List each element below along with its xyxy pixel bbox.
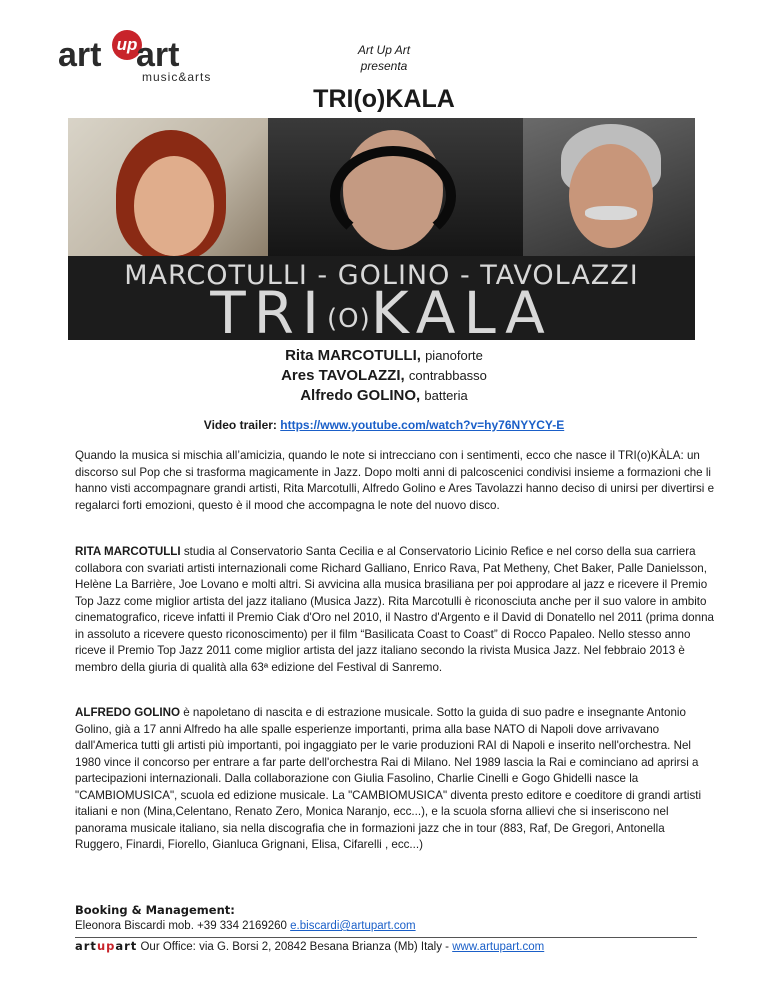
presenter-name: Art Up Art [357,43,411,57]
logo-word-art-2: art [136,36,180,74]
banner-names: MARCOTULLI - GOLINO - TAVOLAZZI [124,260,639,291]
intro-paragraph: Quando la musica si mischia all’amicizia, quando le note si intrecciano con i sentimenti, ecco che nasce il TRI(o)KÀLA: un discorso sul Pop che si trasforma magicamente in Jazz. Dopo molti anni di palcoscenici condivisi insieme a formazioni che li hanno visti accompagnare grandi artisti, Rita Marcotulli, Alfredo Golino e Ares Tavolazzi hanno deciso di unirsi per divertirsi e regalarci forti emozioni, questo è il mood che accompagna le note del nuovo disco. [75,449,715,512]
portrait-golino [268,118,523,256]
trailer-link[interactable]: https://www.youtube.com/watch?v=hy76NYYCY-E [280,418,565,432]
show-title: TRI(o)KALA [313,85,455,113]
website-link[interactable]: www.artupart.com [452,941,545,953]
musician-line: Rita MARCOTULLI, pianoforte [285,347,483,364]
banner-trio-title: TRI(O)KALA [210,279,553,340]
headphones-icon [330,146,456,246]
musician-line: Alfredo GOLINO, batteria [300,387,468,404]
booking-title: Booking & Management: [75,903,235,917]
footer-brand: artupart [75,939,138,953]
video-trailer [0,418,768,432]
presents-text: presenta [360,59,408,73]
alfredo-bio-paragraph: ALFREDO GOLINO è napoletano di nascita e di estrazione musicale. Sotto la guida di suo padre e insegnante Antonio Golino, già a 17 anni Alfredo ha alle spalle esperienze importanti, prima alla base NATO di Napoli dove arrivavano dall'America tutti gli artisti più importanti, poi ingaggiato per le varie produzioni RAI di Napoli e inserito nell'orchestra. Nel 1980 vince il concorso per entrare a far parte dell'orchestra Rai di Milano. Nel 1989 lascia la Rai e cominciano ad aprirsi a partecipazioni internazionali. Dalla collaborazione con Giulia Fasolino, Charlie Cinelli e Gogo Ghidelli nasce la "CAMBIOMUSICA", scuola ed edizione musicale. La "CAMBIOMUSICA" diventa presto editore e coeditore di grandi artisti italiani e non (Mina,Celentano, Renato Zero, Monica Naranjo, ecc...), e la scuola sforna allievi che si inseriscono nel panorama musicale italiano, sia nella discografia che in formazioni jazz che in tour (883, Raf, De Gregori, Antonella Ruggero, Finardi, Fiorello, Gianluca Grignani, Elisa, Cifarelli , ecc...) [75,706,702,851]
trio-banner-image [68,118,695,340]
booking-email-link[interactable]: e.biscardi@artupart.com [290,920,416,932]
booking-contact: Eleonora Biscardi mob. +39 334 2169260 e.biscardi@artupart.com [75,920,416,932]
musicians-list [0,346,768,406]
portrait-tavolazzi [523,118,695,256]
musician-line: Ares TAVOLAZZI, contrabbasso [281,367,487,384]
logo-up-circle: up [112,30,142,60]
footer-divider [75,937,697,938]
rita-bio-paragraph: RITA MARCOTULLI studia al Conservatorio Santa Cecilia e al Conservatorio Licinio Refice e nel corso della sua carriera collabora con svariati artisti internazionali come Richard Galliano, Enrico Rava, Pat Metheny, Chet Baker, Palle Danielsson, Helène La Barrière, Joe Lovano e molti altri. Si avvicina alla musica brasiliana per poi approdare al jazz e ricevere il Premio Top Jazz come miglior artista del jazz italiano (Musica Jazz). Rita Marcotulli è riconosciuta anche per il suo valore in ambito cinematografico, riceve infatti il Premio Ciak d'Oro nel 2010, il Nastro d'Argento e il David di Donatello nel 2011 (prima donna in assoluto a ricevere questo riconoscimento) per il film “Basilicata Coast to Coast” di Rocco Papaleo. Nello stesso anno riceve il Premio Top Jazz 2011 come miglior artista del jazz italiano secondo la rivista Musica Jazz. Nel febbraio 2013 è membro della giuria di qualità alla 63ª edizione del Festival di Sanremo. [75,545,714,674]
portrait-marcotulli [68,118,268,256]
logo-tagline: music&arts [142,70,212,84]
presenter-block [0,42,768,74]
office-line: artupart Our Office: via G. Borsi 2, 20842 Besana Brianza (Mb) Italy - www.artupart.com [75,939,545,953]
trailer-label: Video trailer: [203,418,277,432]
logo-word-art: art [58,36,102,74]
